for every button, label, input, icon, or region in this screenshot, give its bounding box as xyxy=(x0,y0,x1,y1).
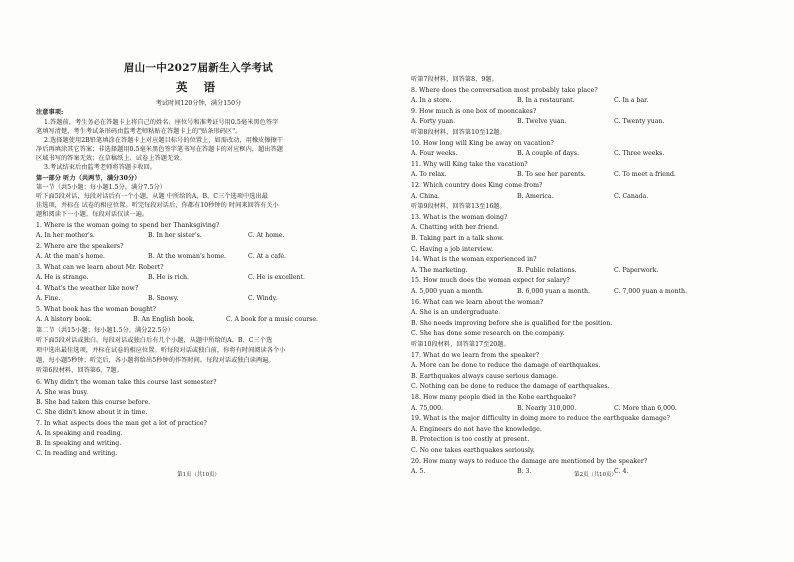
option-text: C. She has done some research on the company. xyxy=(411,330,565,338)
option-text: C. In a bar. xyxy=(614,97,649,105)
part1-heading: 第一部分 听力（共两节，满分30分） xyxy=(36,175,141,182)
q7-option-b: B. In speaking and writing. xyxy=(36,440,122,447)
option-text: C. More than 6,000. xyxy=(614,404,677,412)
option-text: C. Paperwork. xyxy=(614,266,659,274)
question-6: 6. Why didn't the woman take this course last semester? xyxy=(36,379,217,386)
section-note: 听第10段材料，回答第17至20题。 xyxy=(411,341,510,348)
question-3: 3. What can we learn about Mr. Robert? xyxy=(36,264,164,271)
question-text: 14. What is the woman experienced in? xyxy=(411,256,537,264)
section2-instruction: 听下面5段对话或独白。每段对话或独白后有几个小题，从题中所给的A、B、C三个选 xyxy=(36,337,273,344)
question-text: 18. How many people died in the Kobe earthquake? xyxy=(411,394,576,401)
notice-line: 2.选择题使用2B铅笔填涂在答题卡上对应题目标号的位置上，如需改动，用橡皮擦擦干 xyxy=(44,137,284,144)
section1-instruction: 题和阅读下一小题。每段对话仅读一遍。 xyxy=(36,211,149,218)
question-1: 1. Where is the woman going to spend her Thanksgiving? xyxy=(36,222,220,229)
q2-option-b: B. At the woman's home. xyxy=(148,253,227,260)
q3-option-c: C. He is excellent. xyxy=(248,274,305,281)
question-text: 9. How much is one box of mooncakes? xyxy=(411,107,537,115)
option-text: B. In a restaurant. xyxy=(517,97,575,105)
option-text: A. Four weeks. xyxy=(411,150,458,158)
section1-instruction: 听下面5段对话，每段对话后有一个小题，从题 中所给的A、B、C三个选项中选出最 xyxy=(36,193,268,200)
page-footer-left: 第1页（共10页） xyxy=(177,472,220,478)
option-text: C. Having a job interview. xyxy=(411,245,494,253)
option-text: A. 5,000 yuan a month. xyxy=(411,288,484,295)
option-text: C. To meet a friend. xyxy=(614,171,676,179)
q4-option-b: B. Snowy. xyxy=(148,295,179,302)
option-text: B. Twelve yuan. xyxy=(517,118,567,126)
option-text: B. Protection is too costly at present. xyxy=(411,436,530,444)
q5-option-c: C. A book for a music course. xyxy=(226,316,318,323)
section2-instruction: 听第6段材料，回答第6、7题。 xyxy=(36,367,123,374)
question-text: 13. What is the woman doing? xyxy=(411,213,508,221)
option-text: C. Twenty yuan. xyxy=(614,118,665,126)
option-text: B. 6,000 yuan a month. xyxy=(517,288,590,295)
q7-option-c: C. In reading and writing. xyxy=(36,450,118,457)
option-text: A. Engineers do not have the knowledge. xyxy=(411,425,542,433)
section2-heading: 第二节（共15小题；每小题1.5分，满分22.5分） xyxy=(36,327,174,334)
option-text: B. To see her parents. xyxy=(517,171,586,179)
q3-option-a: A. He is strange. xyxy=(36,274,89,281)
q3-option-b: B. He is rich. xyxy=(148,274,189,281)
question-text: 17. What do we learn from the speaker? xyxy=(411,351,540,359)
notice-line: 3.考试结束后由监考老师将答题卡收回。 xyxy=(44,164,157,171)
option-text: B. Nearly 310,000. xyxy=(517,404,577,412)
question-text: 11. Why will King take the vacation? xyxy=(411,160,528,168)
q2-option-a: A. At the man's home. xyxy=(36,253,105,260)
option-text: C. Three weeks. xyxy=(614,150,665,158)
page-footer-right: 第2页（共10页） xyxy=(574,472,617,478)
exam-title: 眉山一中2027届新生入学考试 xyxy=(123,62,274,74)
q6-option-b: B. She had taken this course before. xyxy=(36,399,151,406)
section1-instruction: 佳选项，并标在 试卷的相应位置。听完每段对话后，你都有10秒钟的 时间来回答有关小 xyxy=(36,202,279,209)
option-text: A. Chatting with her friend. xyxy=(411,224,500,232)
option-text: B. Earthquakes always cause serious damage. xyxy=(411,372,559,380)
q6-option-c: C. She didn't know about it in time. xyxy=(36,409,148,416)
question-text: 8. Where does the conversation most probably take place? xyxy=(411,86,598,94)
option-text: A. To relax. xyxy=(411,171,447,179)
question-text: 20. How many ways to reduce the damage are mentioned by the speaker? xyxy=(411,457,648,465)
section-note: 听第8段材料，回答第10至12题。 xyxy=(411,129,506,136)
right-page xyxy=(397,0,794,562)
section2-instruction: 题，每小题5秒钟；听完后，各小题将给出5秒钟的作答时间。每段对话或独白读两遍。 xyxy=(36,357,275,364)
option-text: C. Canada. xyxy=(614,192,649,200)
question-5: 5. What book has the woman bought? xyxy=(36,306,157,313)
exam-info: 考试时间120分钟，满分150分 xyxy=(155,100,242,107)
q1-option-a: A. In her mother's. xyxy=(36,232,95,239)
section1-heading: 第一节（共5小题；每小题1.5分，满分7.5分） xyxy=(36,184,167,191)
q4-option-c: C. Windy. xyxy=(248,295,278,302)
option-text: A. 5. xyxy=(411,468,426,476)
q1-option-b: B. In her sister's. xyxy=(148,232,202,239)
question-2: 2. Where are the speakers? xyxy=(36,243,124,250)
subject-title: 英 语 xyxy=(175,80,221,94)
option-text: B. She needs improving before she is qualified for the position. xyxy=(411,319,613,327)
q2-option-c: C. At a café. xyxy=(248,253,286,260)
option-text: A. She is an undergraduate. xyxy=(411,309,501,317)
notice-line: 净后再填涂其它答案；非选择题用0.5毫米黑色签字笔书写在答题卡的对应框内，超出答题 xyxy=(36,146,284,153)
question-text: 19. What is the major difficulty in doing more to reduce the earthquake damage? xyxy=(411,415,671,423)
question-text: 12. Which country does King come from? xyxy=(411,182,543,189)
section-note: 听第9段材料，回答第13至16题。 xyxy=(411,203,506,211)
question-text: 10. How long will King be away on vacation? xyxy=(411,139,554,147)
option-text: A. More can be done to reduce the damage of earthquakes. xyxy=(411,362,601,370)
option-text: C. 7,000 yuan a month. xyxy=(614,288,687,295)
option-text: B. A couple of days. xyxy=(517,150,579,158)
q1-option-c: C. At home. xyxy=(248,232,285,239)
section2-instruction: 项中选出最佳选项，并标在试卷的相应位置。听每段对话或独白前，你将有时间阅读各个小 xyxy=(36,347,286,354)
q5-option-a: A. A history book. xyxy=(36,316,92,323)
notice-heading: 注意事项: xyxy=(36,109,64,116)
option-text: A. 75,000. xyxy=(411,404,444,412)
q5-option-b: B. An English book. xyxy=(133,316,195,323)
option-text: A. The marketing. xyxy=(411,266,468,274)
option-text: A. Forty yuan. xyxy=(411,118,456,126)
option-text: B. Public relations. xyxy=(517,266,577,274)
notice-line: 1.答题前，考生务必在答题卡上将自己的姓名、座位号和准考证号用0.5毫米黑色签字 xyxy=(44,119,279,126)
question-4: 4. What's the weather like now? xyxy=(36,285,139,292)
option-text: A. In a store. xyxy=(411,97,452,105)
option-text: B. Taking part in a talk show. xyxy=(411,235,504,242)
q6-option-a: A. She was busy. xyxy=(36,389,89,396)
question-text: 16. What can we learn about the woman? xyxy=(411,298,544,306)
notice-line: 笔填写清楚，考生考试条形码由监考老师粘贴在答题卡上的"贴条形码区"。 xyxy=(36,128,242,135)
option-text: B. 3. xyxy=(517,468,532,476)
option-text: C. 4. xyxy=(614,468,629,476)
option-text: A. China. xyxy=(411,192,440,200)
option-text: C. No one takes earthquakes seriously. xyxy=(411,447,535,454)
option-text: C. Nothing can be done to reduce the damage of earthquakes. xyxy=(411,383,610,391)
option-text: B. America. xyxy=(517,192,554,200)
question-text: 15. How much does the woman expect for salary? xyxy=(411,277,570,285)
notice-line: 区域书写的答案无效；在草稿纸上、试卷上答题无效。 xyxy=(36,155,186,162)
section-note: 听第7段材料，回答第8、9题。 xyxy=(411,76,498,83)
q7-option-a: A. In speaking and reading. xyxy=(36,430,123,437)
question-7: 7. In what aspects does the man get a lot of practice? xyxy=(36,420,207,427)
q4-option-a: A. Fine. xyxy=(36,295,61,302)
